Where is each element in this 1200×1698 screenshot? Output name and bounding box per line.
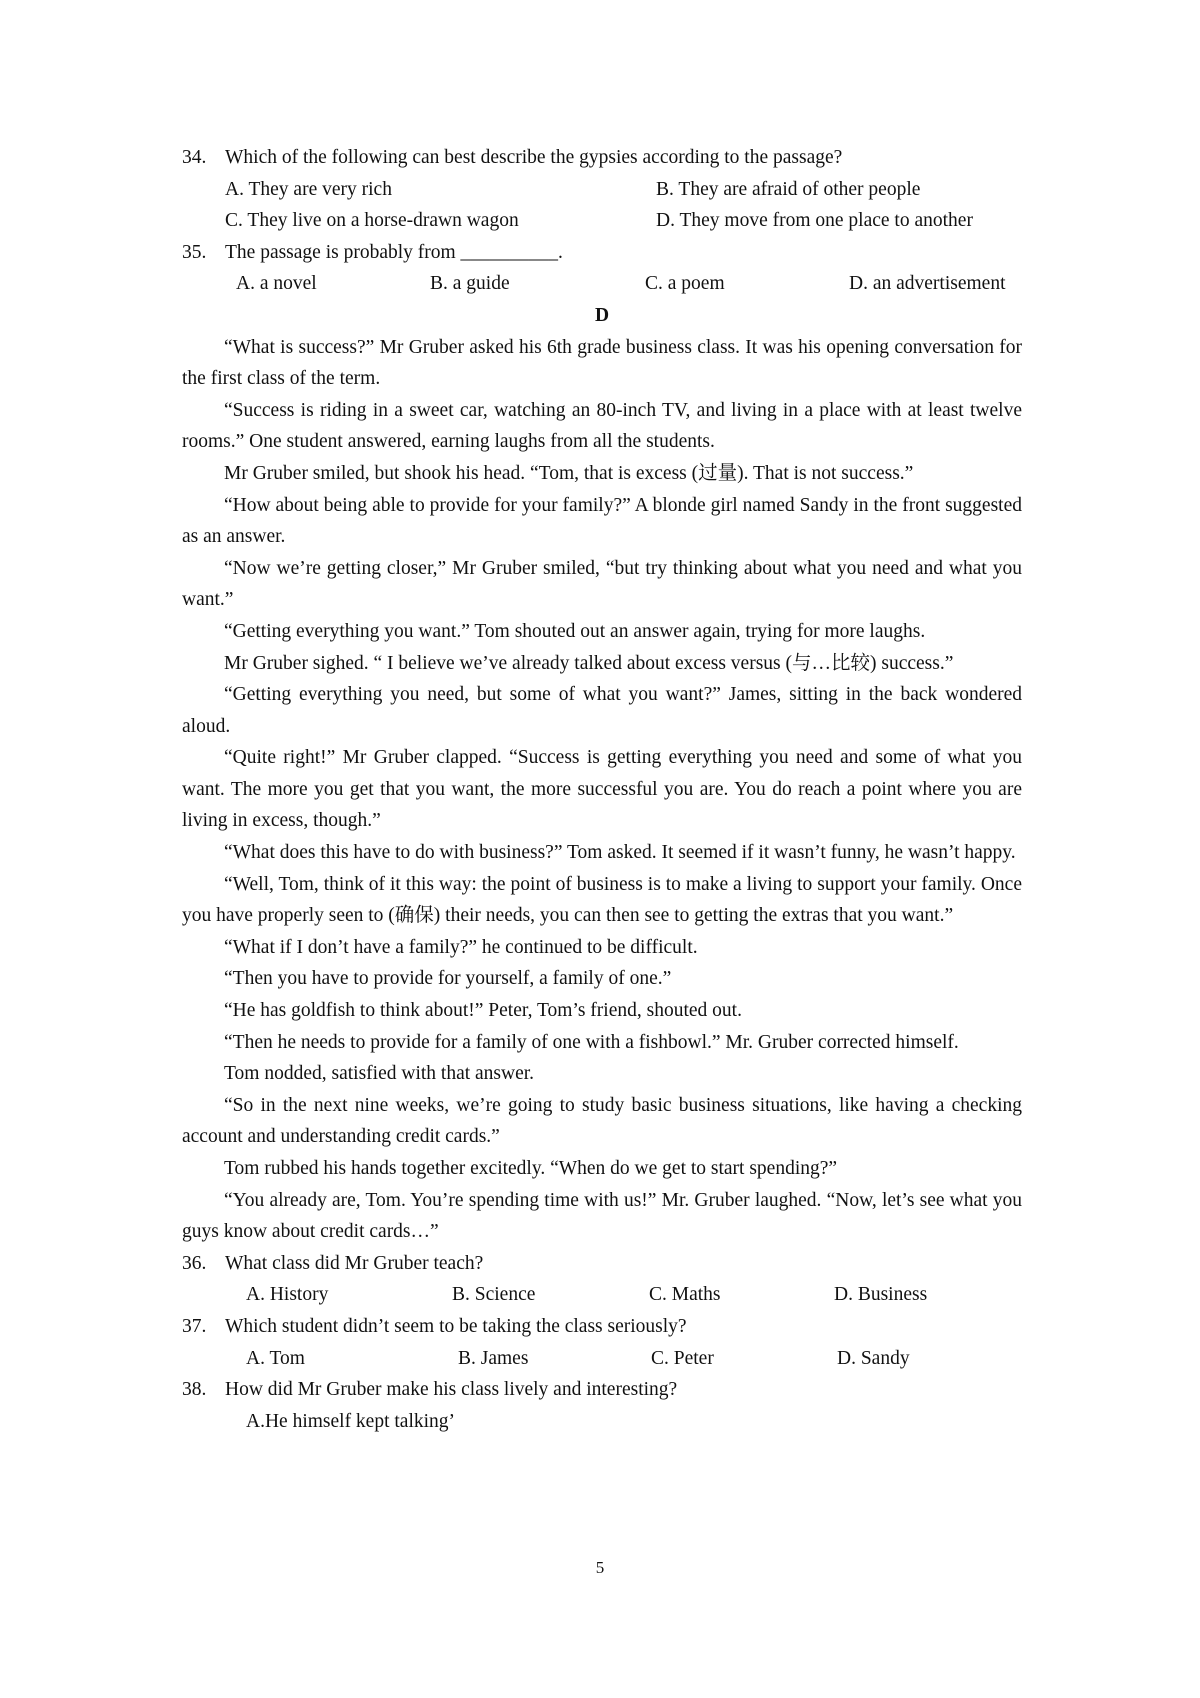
option-a: A.He himself kept talking’ bbox=[246, 1410, 456, 1432]
paragraph: “How about being able to provide for your family?” A blonde girl named Sandy in the front suggested as an answer. bbox=[182, 494, 1022, 548]
question-text: Which student didn’t seem to be taking the class seriously? bbox=[225, 1315, 687, 1337]
options-row bbox=[182, 174, 1022, 206]
question-35 bbox=[182, 237, 1022, 269]
question-36 bbox=[182, 1248, 1022, 1280]
option-c: C. Maths bbox=[649, 1284, 721, 1306]
paragraph: Tom nodded, satisfied with that answer. bbox=[224, 1063, 535, 1085]
paragraph: “Success is riding in a sweet car, watching an 80-inch TV, and living in a place with at least twelve rooms.” One student answered, earning laughs from all the students. bbox=[182, 399, 1022, 453]
paragraph: “What is success?” Mr Gruber asked his 6th grade business class. It was his opening conversation for the first class of the term. bbox=[182, 336, 1022, 390]
paragraph: “Getting everything you need, but some of what you want?” James, sitting in the back wondered aloud. bbox=[182, 684, 1022, 737]
option-a: A. Tom bbox=[246, 1347, 305, 1369]
exam-page bbox=[182, 142, 1022, 1437]
paragraph: Mr Gruber smiled, but shook his head. “Tom, that is excess (过量). That is not success.” bbox=[224, 462, 914, 484]
paragraph: “Then he needs to provide for a family of one with a fishbowl.” Mr. Gruber corrected himself. bbox=[224, 1031, 959, 1053]
option-b: B. a guide bbox=[430, 273, 510, 295]
paragraph: “Then you have to provide for yourself, a family of one.” bbox=[224, 968, 672, 990]
paragraph: “Now we’re getting closer,” Mr Gruber smiled, “but try thinking about what you need and what you want.” bbox=[182, 557, 1022, 611]
question-number: 37. bbox=[182, 1315, 207, 1337]
question-text: The passage is probably from __________. bbox=[225, 241, 563, 263]
question-number: 34. bbox=[182, 147, 207, 168]
paragraph: “So in the next nine weeks, we’re going to study basic business situations, like having a checking account and understanding credit cards.” bbox=[182, 1094, 1022, 1148]
options-row bbox=[182, 205, 1022, 237]
paragraph: Mr Gruber sighed. “ I believe we’ve already talked about excess versus (与…比较) success.” bbox=[224, 652, 954, 674]
question-text: Which of the following can best describe the gypsies according to the passage? bbox=[225, 147, 843, 168]
paragraph: “You already are, Tom. You’re spending time with us!” Mr. Gruber laughed. “Now, let’s see what you guys know about credit cards…” bbox=[182, 1189, 1022, 1243]
section-heading: D bbox=[594, 304, 610, 326]
option-c: C. a poem bbox=[645, 273, 725, 295]
question-37 bbox=[182, 1311, 1022, 1343]
options-row bbox=[182, 1279, 1022, 1311]
option-a: A. a novel bbox=[236, 273, 317, 295]
question-text: How did Mr Gruber make his class lively and interesting? bbox=[225, 1379, 678, 1401]
option-a: A. History bbox=[246, 1284, 329, 1306]
option-b: B. They are afraid of other people bbox=[656, 178, 921, 200]
question-34 bbox=[182, 142, 1022, 174]
options-row bbox=[182, 1343, 1022, 1375]
paragraph: “What if I don’t have a family?” he continued to be difficult. bbox=[224, 936, 698, 958]
paragraph: “Quite right!” Mr Gruber clapped. “Success is getting everything you need and some of what you want. The more you get that you want, the more successful you are. You do reach a point where you are living in excess, though.” bbox=[182, 747, 1022, 832]
option-d: D. an advertisement bbox=[849, 273, 1006, 295]
paragraph: “What does this have to do with business?” Tom asked. It seemed if it wasn’t funny, he wasn’t happy. bbox=[224, 842, 1016, 864]
option-d: D. They move from one place to another bbox=[656, 210, 973, 232]
option-d: D. Sandy bbox=[837, 1347, 910, 1369]
option-b: B. Science bbox=[452, 1284, 536, 1306]
option-c: C. Peter bbox=[651, 1347, 714, 1369]
question-38 bbox=[182, 1374, 1022, 1406]
options-row bbox=[182, 268, 1022, 300]
page-number: 5 bbox=[595, 1558, 605, 1577]
options-row bbox=[182, 1406, 1022, 1438]
paragraph: Tom rubbed his hands together excitedly. “When do we get to start spending?” bbox=[224, 1158, 838, 1179]
question-number: 35. bbox=[182, 241, 207, 263]
paragraph: “Getting everything you want.” Tom shouted out an answer again, trying for more laughs. bbox=[224, 620, 926, 642]
paragraph: “Well, Tom, think of it this way: the point of business is to make a living to support your family. Once you have properly seen to (确保) their needs, you can then see to getting the extras that you want.” bbox=[182, 873, 1022, 927]
paragraph: “He has goldfish to think about!” Peter, Tom’s friend, shouted out. bbox=[224, 1000, 742, 1022]
question-text: What class did Mr Gruber teach? bbox=[225, 1252, 484, 1274]
option-c: C. They live on a horse-drawn wagon bbox=[225, 210, 519, 232]
option-b: B. James bbox=[458, 1347, 529, 1369]
question-number: 36. bbox=[182, 1252, 207, 1274]
option-a: A. They are very rich bbox=[225, 178, 392, 200]
option-d: D. Business bbox=[834, 1284, 928, 1306]
question-number: 38. bbox=[182, 1379, 207, 1401]
